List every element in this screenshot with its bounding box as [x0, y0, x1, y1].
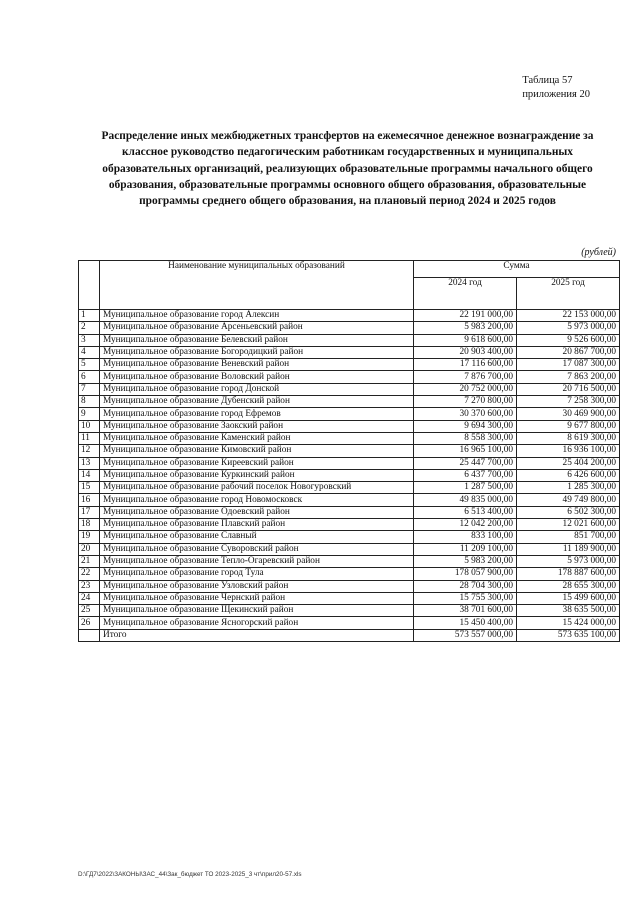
row-number: 12	[79, 445, 100, 457]
row-number: 3	[79, 334, 100, 346]
amount-2025: 9 677 800,00	[517, 420, 620, 432]
municipality-name: Муниципальное образование Дубенский район	[100, 396, 414, 408]
municipality-name: Итого	[100, 629, 414, 641]
table-number-label: Таблица 57	[522, 75, 573, 86]
amount-2025: 851 700,00	[517, 531, 620, 543]
table-row	[79, 371, 620, 383]
amount-2025: 5 973 000,00	[517, 555, 620, 567]
amount-2024: 833 100,00	[414, 531, 517, 543]
row-number: 5	[79, 359, 100, 371]
table-row	[79, 482, 620, 494]
row-number: 23	[79, 580, 100, 592]
municipality-name: Муниципальное образование город Донской	[100, 383, 414, 395]
row-number: 10	[79, 420, 100, 432]
amount-2024: 6 513 400,00	[414, 506, 517, 518]
municipality-name: Муниципальное образование Чернский район	[100, 592, 414, 604]
row-number: 4	[79, 346, 100, 358]
amount-2025: 7 863 200,00	[517, 371, 620, 383]
amount-2024: 15 450 400,00	[414, 617, 517, 629]
amount-2024: 20 903 400,00	[414, 346, 517, 358]
amount-2025: 15 424 000,00	[517, 617, 620, 629]
municipality-name: Муниципальное образование город Алексин	[100, 310, 414, 322]
municipality-name: Муниципальное образование Узловский район	[100, 580, 414, 592]
municipality-name: Муниципальное образование Куркинский район	[100, 469, 414, 481]
row-number: 6	[79, 371, 100, 383]
table-row	[79, 432, 620, 444]
table-row	[79, 445, 620, 457]
row-number: 2	[79, 322, 100, 334]
amount-2025: 1 285 300,00	[517, 482, 620, 494]
amount-2024: 573 557 000,00	[414, 629, 517, 641]
amount-2024: 8 558 300,00	[414, 432, 517, 444]
amount-2025: 12 021 600,00	[517, 519, 620, 531]
amount-2025: 178 887 600,00	[517, 568, 620, 580]
table-row	[79, 555, 620, 567]
table-row	[79, 396, 620, 408]
municipality-name: Муниципальное образование Воловский район	[100, 371, 414, 383]
total-row	[79, 629, 620, 641]
table-row	[79, 322, 620, 334]
row-number	[79, 629, 100, 641]
table-row	[79, 420, 620, 432]
municipality-name: Муниципальное образование Заокский район	[100, 420, 414, 432]
distribution-table	[78, 260, 620, 642]
row-number: 1	[79, 310, 100, 322]
municipality-name: Муниципальное образование город Ефремов	[100, 408, 414, 420]
amount-2025: 5 973 000,00	[517, 322, 620, 334]
amount-2025: 28 655 300,00	[517, 580, 620, 592]
row-number: 11	[79, 432, 100, 444]
amount-2024: 22 191 000,00	[414, 310, 517, 322]
row-number: 9	[79, 408, 100, 420]
amount-2025: 11 189 900,00	[517, 543, 620, 555]
municipality-name: Муниципальное образование Веневский район	[100, 359, 414, 371]
amount-2025: 8 619 300,00	[517, 432, 620, 444]
year-2024-header: 2024 год	[414, 278, 517, 310]
municipality-name: Муниципальное образование Тепло-Огаревский район	[100, 555, 414, 567]
table-row	[79, 346, 620, 358]
amount-2024: 1 287 500,00	[414, 482, 517, 494]
amount-2025: 17 087 300,00	[517, 359, 620, 371]
amount-2025: 22 153 000,00	[517, 310, 620, 322]
amount-2024: 7 876 700,00	[414, 371, 517, 383]
amount-2025: 25 404 200,00	[517, 457, 620, 469]
municipality-name: Муниципальное образование Щекинский район	[100, 605, 414, 617]
amount-2025: 30 469 900,00	[517, 408, 620, 420]
municipality-name: Муниципальное образование Ясногорский район	[100, 617, 414, 629]
amount-2025: 20 716 500,00	[517, 383, 620, 395]
row-number: 25	[79, 605, 100, 617]
name-column-header: Наименование муниципальных образований	[100, 261, 414, 310]
row-number: 19	[79, 531, 100, 543]
amount-2024: 25 447 700,00	[414, 457, 517, 469]
amount-2025: 49 749 800,00	[517, 494, 620, 506]
amount-2025: 16 936 100,00	[517, 445, 620, 457]
row-number: 20	[79, 543, 100, 555]
table-row	[79, 592, 620, 604]
amount-2024: 9 618 600,00	[414, 334, 517, 346]
row-number: 16	[79, 494, 100, 506]
amount-2025: 20 867 700,00	[517, 346, 620, 358]
amount-2025: 15 499 600,00	[517, 592, 620, 604]
table-row	[79, 469, 620, 481]
table-row	[79, 543, 620, 555]
municipality-name: Муниципальное образование Плавский район	[100, 519, 414, 531]
municipality-name: Муниципальное образование Славный	[100, 531, 414, 543]
amount-2025: 6 426 600,00	[517, 469, 620, 481]
document-title: Распределение иных межбюджетных трансфертов на ежемесячное денежное вознаграждение за классное руководство педагогическим работникам государственных и муниципальных образовательных организаций, реализующих образовательные программы начального общего образования, образовательные программы основного общего образования, образовательные программы среднего общего образования, на плановый период 2024 и 2025 годов	[101, 130, 594, 208]
municipality-name: Муниципальное образование Арсеньевский район	[100, 322, 414, 334]
appendix-label: приложения 20	[522, 89, 590, 100]
amount-2024: 178 057 900,00	[414, 568, 517, 580]
table-row	[79, 408, 620, 420]
row-number: 8	[79, 396, 100, 408]
amount-2024: 17 116 600,00	[414, 359, 517, 371]
table-row	[79, 568, 620, 580]
municipality-name: Муниципальное образование Каменский район	[100, 432, 414, 444]
row-number: 26	[79, 617, 100, 629]
table-row	[79, 457, 620, 469]
sum-column-header: Сумма	[414, 261, 620, 278]
municipality-name: Муниципальное образование Богородицкий район	[100, 346, 414, 358]
row-number: 18	[79, 519, 100, 531]
amount-2024: 12 042 200,00	[414, 519, 517, 531]
row-number: 21	[79, 555, 100, 567]
table-row	[79, 605, 620, 617]
municipality-name: Муниципальное образование рабочий поселок Новогуровский	[100, 482, 414, 494]
municipality-name: Муниципальное образование Киреевский район	[100, 457, 414, 469]
municipality-name: Муниципальное образование город Тула	[100, 568, 414, 580]
table-row	[79, 383, 620, 395]
row-number: 17	[79, 506, 100, 518]
amount-2024: 16 965 100,00	[414, 445, 517, 457]
row-number: 22	[79, 568, 100, 580]
year-2025-header: 2025 год	[517, 278, 620, 310]
table-row	[79, 359, 620, 371]
table-row	[79, 617, 620, 629]
amount-2025: 573 635 100,00	[517, 629, 620, 641]
table-row	[79, 506, 620, 518]
row-number: 24	[79, 592, 100, 604]
table-row	[79, 310, 620, 322]
municipality-name: Муниципальное образование Кимовский район	[100, 445, 414, 457]
amount-2024: 7 270 800,00	[414, 396, 517, 408]
amount-2024: 6 437 700,00	[414, 469, 517, 481]
municipality-name: Муниципальное образование Одоевский район	[100, 506, 414, 518]
municipality-name: Муниципальное образование Суворовский район	[100, 543, 414, 555]
amount-2024: 5 983 200,00	[414, 555, 517, 567]
amount-2024: 38 701 600,00	[414, 605, 517, 617]
amount-2025: 38 635 500,00	[517, 605, 620, 617]
row-number: 13	[79, 457, 100, 469]
amount-2024: 5 983 200,00	[414, 322, 517, 334]
municipality-name: Муниципальное образование Белевский район	[100, 334, 414, 346]
table-row	[79, 531, 620, 543]
row-number: 7	[79, 383, 100, 395]
row-number: 14	[79, 469, 100, 481]
amount-2025: 6 502 300,00	[517, 506, 620, 518]
number-column-header	[79, 261, 100, 310]
table-row	[79, 519, 620, 531]
file-path-footer: D:\ГД7\2022\ЗАКОНЫ\ЗАС_44\Зак_бюджет ТО 2023-2025_3 чт\прил20-57.xls	[78, 871, 302, 878]
amount-2024: 11 209 100,00	[414, 543, 517, 555]
amount-2024: 20 752 000,00	[414, 383, 517, 395]
amount-2025: 9 526 600,00	[517, 334, 620, 346]
municipality-name: Муниципальное образование город Новомосковск	[100, 494, 414, 506]
table-row	[79, 494, 620, 506]
amount-2024: 30 370 600,00	[414, 408, 517, 420]
table-reference	[522, 74, 590, 102]
amount-2024: 28 704 300,00	[414, 580, 517, 592]
amount-2025: 7 258 300,00	[517, 396, 620, 408]
amount-2024: 49 835 000,00	[414, 494, 517, 506]
row-number: 15	[79, 482, 100, 494]
units-label: (рублей)	[581, 247, 616, 258]
table-row	[79, 580, 620, 592]
table-row	[79, 334, 620, 346]
amount-2024: 15 755 300,00	[414, 592, 517, 604]
amount-2024: 9 694 300,00	[414, 420, 517, 432]
table-body	[79, 310, 620, 642]
